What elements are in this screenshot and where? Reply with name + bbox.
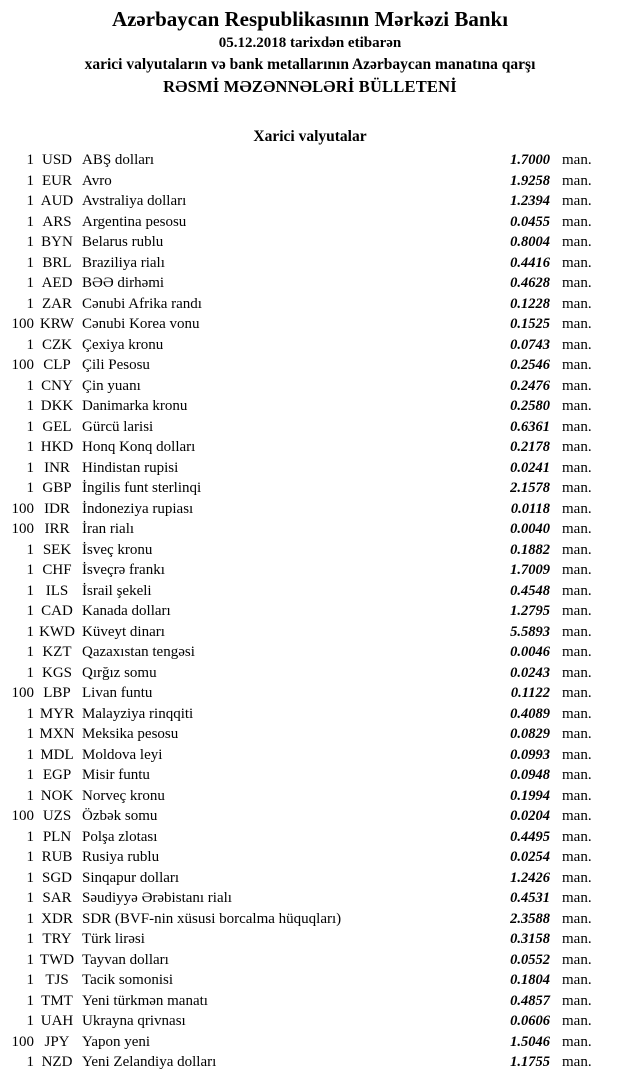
currency-name: Yapon yeni [82, 1033, 151, 1050]
currency-name: İsveçrə frankı [82, 562, 165, 578]
currency-rate: 0.2580 [510, 398, 550, 414]
currency-rate: 0.0993 [510, 746, 550, 763]
currency-code: MXN [39, 726, 75, 742]
rate-row [0, 929, 620, 950]
currency-rate: 1.2426 [510, 869, 550, 886]
currency-unit: man. [562, 418, 592, 435]
currency-rate: 0.0046 [510, 644, 550, 660]
currency-name: Tayvan dolları [82, 951, 169, 968]
currency-quantity: 1 [26, 172, 34, 189]
rate-row [0, 847, 620, 868]
currency-rate: 2.1578 [510, 480, 550, 496]
currency-code: SEK [42, 541, 72, 558]
currency-unit: man. [562, 828, 592, 845]
currency-quantity: 1 [26, 213, 34, 230]
currency-quantity: 1 [26, 869, 34, 886]
currency-unit: man. [562, 193, 592, 209]
currency-name: Cənubi Korea vonu [82, 316, 200, 332]
currency-name: Sinqapur dolları [82, 869, 180, 886]
currency-name: ABŞ dolları [82, 152, 155, 168]
currency-quantity: 1 [26, 767, 34, 783]
currency-rate: 0.4416 [510, 254, 550, 271]
currency-code: MDL [40, 746, 74, 763]
currency-name: Türk lirəsi [82, 931, 145, 947]
currency-name: Argentina pesosu [82, 213, 187, 230]
currency-rate: 0.2178 [510, 439, 550, 455]
currency-code: BRL [42, 254, 72, 271]
currency-rate: 5.5893 [510, 623, 550, 640]
exchange-rates-table [0, 150, 620, 1073]
rate-row [0, 560, 620, 581]
currency-rate: 0.2476 [510, 377, 550, 394]
currency-quantity: 1 [26, 562, 34, 578]
currency-name: Küveyt dinarı [82, 623, 165, 640]
currency-quantity: 1 [26, 849, 34, 865]
rate-row [0, 683, 620, 704]
currency-name: Çili Pesosu [82, 357, 150, 373]
currency-quantity: 1 [26, 377, 34, 394]
currency-name: İngilis funt sterlinqi [82, 480, 202, 496]
currency-quantity: 1 [26, 295, 34, 312]
currency-name: İndoneziya rupiası [82, 500, 194, 517]
currency-quantity: 100 [11, 1033, 34, 1050]
currency-rate: 0.1804 [510, 972, 550, 988]
currency-code: GBP [42, 480, 72, 496]
currency-rate: 0.1228 [510, 295, 550, 312]
currency-code: SGD [41, 869, 72, 886]
rate-row [0, 1011, 620, 1032]
rate-row [0, 519, 620, 540]
currency-rate: 0.0743 [510, 336, 550, 353]
currency-unit: man. [562, 152, 592, 168]
currency-name: Norveç kronu [82, 787, 165, 804]
currency-unit: man. [562, 172, 592, 189]
currency-unit: man. [562, 1013, 592, 1029]
currency-unit: man. [562, 357, 592, 373]
currency-quantity: 1 [26, 992, 34, 1009]
currency-code: USD [41, 152, 72, 168]
rate-row [0, 909, 620, 930]
currency-quantity: 100 [11, 357, 34, 373]
currency-code: GEL [42, 418, 72, 435]
rate-row [0, 622, 620, 643]
currency-quantity: 100 [11, 808, 34, 824]
currency-name: İran rialı [82, 521, 135, 537]
currency-rate: 2.3588 [510, 910, 550, 927]
rate-row [0, 478, 620, 499]
currency-name: Yeni Zelandiya dolları [82, 1054, 217, 1070]
rate-row [0, 396, 620, 417]
rate-row [0, 273, 620, 294]
rate-row [0, 888, 620, 909]
bank-name: Azərbaycan Respublikasının Mərkəzi Bankı [111, 7, 509, 31]
currency-code: PLN [42, 828, 72, 845]
currency-code: KRW [39, 316, 75, 332]
currency-unit: man. [562, 910, 592, 927]
currency-code: MYR [39, 705, 75, 722]
currency-code: EGP [42, 767, 72, 783]
currency-code: TMT [41, 992, 73, 1009]
currency-rate: 0.4857 [510, 992, 550, 1009]
currency-rate: 1.1755 [510, 1054, 550, 1070]
currency-code: IRR [44, 521, 70, 537]
currency-rate: 0.3158 [510, 931, 550, 947]
currency-unit: man. [562, 1054, 592, 1070]
currency-code: XDR [41, 910, 73, 927]
currency-name: Avstraliya dolları [82, 193, 187, 209]
currency-rate: 0.1882 [510, 541, 550, 558]
currency-unit: man. [562, 767, 592, 783]
currency-name: Polşa zlotası [82, 828, 158, 845]
currency-rate: 0.0948 [510, 767, 550, 783]
rate-row [0, 314, 620, 335]
rate-row [0, 806, 620, 827]
bulletin-title: RƏSMİ MƏZƏNNƏLƏRİ BÜLLETENİ [163, 77, 457, 96]
currency-rate: 0.0455 [510, 213, 550, 230]
currency-unit: man. [562, 931, 592, 947]
currency-rate: 0.0118 [510, 500, 550, 517]
currency-quantity: 1 [26, 931, 34, 947]
currency-code: NZD [41, 1054, 73, 1070]
bulletin-header [0, 0, 620, 98]
currency-name: BƏƏ dirhəmi [82, 275, 165, 291]
rate-row [0, 827, 620, 848]
effective-date: 05.12.2018 tarixdən etibarən [218, 35, 402, 51]
currency-quantity: 1 [26, 459, 34, 476]
currency-name: Danimarka kronu [82, 398, 188, 414]
currency-rate: 1.2795 [510, 603, 550, 619]
currency-unit: man. [562, 808, 592, 824]
currency-quantity: 1 [26, 787, 34, 804]
currency-quantity: 1 [26, 951, 34, 968]
rate-row [0, 232, 620, 253]
currency-unit: man. [562, 890, 592, 906]
currency-code: AUD [40, 193, 74, 209]
currency-name: SDR (BVF-nin xüsusi borcalma hüquqları) [82, 910, 342, 927]
rate-row [0, 765, 620, 786]
currency-name: Kanada dolları [82, 603, 171, 619]
currency-name: Özbək somu [82, 808, 158, 824]
currency-unit: man. [562, 705, 592, 722]
bulletin-subtitle: xarici valyutaların və bank metallarının Azərbaycan manatına qarşı [84, 56, 536, 73]
currency-code: BYN [41, 234, 73, 250]
currency-quantity: 1 [26, 152, 34, 168]
currency-quantity: 1 [26, 1054, 34, 1070]
currency-quantity: 1 [26, 193, 34, 209]
rate-row [0, 437, 620, 458]
currency-quantity: 1 [26, 1013, 34, 1029]
rate-row [0, 663, 620, 684]
rate-row [0, 376, 620, 397]
currency-quantity: 1 [26, 910, 34, 927]
currency-rate: 0.4531 [510, 890, 550, 906]
currency-rate: 0.1525 [510, 316, 550, 332]
currency-name: Braziliya rialı [82, 254, 165, 271]
rate-row [0, 601, 620, 622]
currency-quantity: 1 [26, 439, 34, 455]
currency-unit: man. [562, 541, 592, 558]
currency-rate: 0.0829 [510, 726, 550, 742]
currency-unit: man. [562, 295, 592, 312]
currency-unit: man. [562, 213, 592, 230]
currency-rate: 0.4089 [510, 705, 550, 722]
currency-unit: man. [562, 316, 592, 332]
currency-quantity: 1 [26, 603, 34, 619]
currency-quantity: 100 [11, 521, 34, 537]
currency-name: Qırğız somu [82, 664, 157, 681]
currency-unit: man. [562, 336, 592, 353]
currency-quantity: 1 [26, 582, 34, 599]
currency-rate: 0.0552 [510, 951, 550, 968]
currency-code: KZT [42, 644, 72, 660]
rate-row [0, 724, 620, 745]
currency-unit: man. [562, 459, 592, 476]
currency-code: CAD [41, 603, 73, 619]
currency-name: Belarus rublu [82, 234, 164, 250]
currency-name: Hindistan rupisi [82, 459, 179, 476]
currency-quantity: 1 [26, 972, 34, 988]
currency-quantity: 1 [26, 275, 34, 291]
currency-unit: man. [562, 1033, 592, 1050]
currency-code: UZS [42, 808, 72, 824]
currency-name: Avro [82, 172, 112, 189]
currency-rate: 0.4495 [510, 828, 550, 845]
rate-row [0, 335, 620, 356]
rate-row [0, 191, 620, 212]
currency-rate: 1.9258 [510, 172, 550, 189]
currency-name: Yeni türkmən manatı [82, 992, 208, 1009]
currency-code: EUR [42, 172, 72, 189]
currency-quantity: 1 [26, 644, 34, 660]
currency-quantity: 1 [26, 418, 34, 435]
currency-code: AED [41, 275, 73, 291]
currency-rate: 1.5046 [510, 1033, 550, 1050]
currency-code: CNY [41, 377, 73, 394]
currency-name: Çexiya kronu [82, 336, 164, 353]
currency-name: İsveç kronu [82, 541, 153, 558]
currency-quantity: 1 [26, 828, 34, 845]
currency-unit: man. [562, 562, 592, 578]
rate-row [0, 642, 620, 663]
currency-name: Meksika pesosu [82, 726, 179, 742]
currency-code: CZK [42, 336, 72, 353]
currency-code: NOK [40, 787, 74, 804]
currency-name: Misir funtu [82, 767, 150, 783]
currency-unit: man. [562, 254, 592, 271]
currency-unit: man. [562, 603, 592, 619]
currency-unit: man. [562, 664, 592, 681]
currency-code: JPY [44, 1033, 70, 1050]
currency-rate: 0.1994 [510, 787, 550, 804]
currency-quantity: 1 [26, 664, 34, 681]
currency-rate: 0.0040 [510, 521, 550, 537]
rate-row [0, 458, 620, 479]
currency-code: CLP [43, 357, 71, 373]
rate-row [0, 253, 620, 274]
currency-quantity: 100 [11, 685, 34, 701]
currency-code: KGS [41, 664, 72, 681]
currency-code: IDR [44, 500, 70, 517]
currency-unit: man. [562, 685, 592, 701]
currency-code: KWD [39, 623, 75, 640]
currency-rate: 0.6361 [510, 418, 550, 435]
currency-name: Cənubi Afrika randı [82, 295, 202, 312]
currency-name: Tacik somonisi [82, 972, 174, 988]
currency-code: TRY [42, 931, 72, 947]
rate-row [0, 540, 620, 561]
currency-rate: 0.0204 [510, 808, 550, 824]
currency-unit: man. [562, 951, 592, 968]
currency-code: LBP [43, 685, 71, 701]
currency-rate: 0.0243 [510, 664, 550, 681]
currency-name: İsrail şekeli [82, 582, 152, 599]
currency-rate: 1.2394 [510, 193, 550, 209]
currency-code: DKK [40, 398, 74, 414]
currency-rate: 1.7000 [510, 152, 550, 168]
currency-quantity: 100 [11, 500, 34, 517]
currency-quantity: 1 [26, 336, 34, 353]
currency-code: UAH [40, 1013, 74, 1029]
currency-name: Honq Konq dolları [82, 439, 196, 455]
currency-name: Qazaxıstan tengəsi [82, 644, 195, 660]
currency-code: TJS [45, 972, 69, 988]
rate-row [0, 417, 620, 438]
currency-code: CHF [42, 562, 72, 578]
currency-unit: man. [562, 992, 592, 1009]
rate-row [0, 171, 620, 192]
currency-unit: man. [562, 234, 592, 250]
currency-rate: 0.0241 [510, 459, 550, 476]
currency-quantity: 1 [26, 746, 34, 763]
currency-unit: man. [562, 623, 592, 640]
currency-unit: man. [562, 439, 592, 455]
rate-row [0, 581, 620, 602]
currency-rate: 0.4628 [510, 275, 550, 291]
currency-quantity: 1 [26, 623, 34, 640]
currency-unit: man. [562, 582, 592, 599]
currency-name: Malayziya rinqqiti [82, 705, 194, 722]
rate-row [0, 970, 620, 991]
currency-code: ARS [42, 213, 72, 230]
rate-row [0, 1052, 620, 1073]
currency-name: Livan funtu [82, 685, 153, 701]
rate-row [0, 745, 620, 766]
currency-code: SAR [42, 890, 72, 906]
currency-unit: man. [562, 869, 592, 886]
currency-quantity: 1 [26, 705, 34, 722]
currency-unit: man. [562, 849, 592, 865]
rate-row [0, 991, 620, 1012]
currency-code: HKD [40, 439, 74, 455]
currency-rate: 0.0254 [510, 849, 550, 865]
rate-row [0, 212, 620, 233]
currency-quantity: 1 [26, 398, 34, 414]
currency-rate: 0.2546 [510, 357, 550, 373]
currency-unit: man. [562, 500, 592, 517]
currency-name: Moldova leyi [82, 746, 163, 763]
currency-code: ZAR [42, 295, 72, 312]
currency-name: Gürcü larisi [82, 418, 154, 435]
currency-quantity: 1 [26, 890, 34, 906]
currency-code: INR [44, 459, 70, 476]
currency-quantity: 1 [26, 234, 34, 250]
currency-code: RUB [41, 849, 73, 865]
rate-row [0, 150, 620, 171]
currency-name: Çin yuanı [82, 377, 141, 394]
currency-unit: man. [562, 746, 592, 763]
rate-row [0, 704, 620, 725]
currency-quantity: 1 [26, 480, 34, 496]
currency-unit: man. [562, 275, 592, 291]
currency-unit: man. [562, 521, 592, 537]
currency-unit: man. [562, 787, 592, 804]
rate-row [0, 1032, 620, 1053]
currency-unit: man. [562, 972, 592, 988]
currency-name: Rusiya rublu [82, 849, 160, 865]
currency-quantity: 1 [26, 254, 34, 271]
rate-row [0, 294, 620, 315]
currency-name: Səudiyyə Ərəbistanı rialı [82, 890, 232, 906]
currency-quantity: 1 [26, 726, 34, 742]
currency-name: Ukrayna qrivnası [82, 1013, 186, 1029]
currency-unit: man. [562, 398, 592, 414]
currency-rate: 1.7009 [510, 562, 550, 578]
currency-rate: 0.4548 [510, 582, 550, 599]
currency-rate: 0.0606 [510, 1013, 550, 1029]
currency-code: TWD [39, 951, 75, 968]
rate-row [0, 786, 620, 807]
currency-unit: man. [562, 480, 592, 496]
rate-row [0, 499, 620, 520]
rate-row [0, 355, 620, 376]
section-title-foreign-currencies: Xarici valyutalar [253, 128, 367, 145]
rate-row [0, 950, 620, 971]
currency-rate: 0.8004 [510, 234, 550, 250]
rate-row [0, 868, 620, 889]
currency-quantity: 100 [11, 316, 34, 332]
currency-quantity: 1 [26, 541, 34, 558]
currency-unit: man. [562, 644, 592, 660]
currency-unit: man. [562, 377, 592, 394]
currency-rate: 0.1122 [510, 685, 550, 701]
currency-unit: man. [562, 726, 592, 742]
currency-code: ILS [45, 582, 69, 599]
